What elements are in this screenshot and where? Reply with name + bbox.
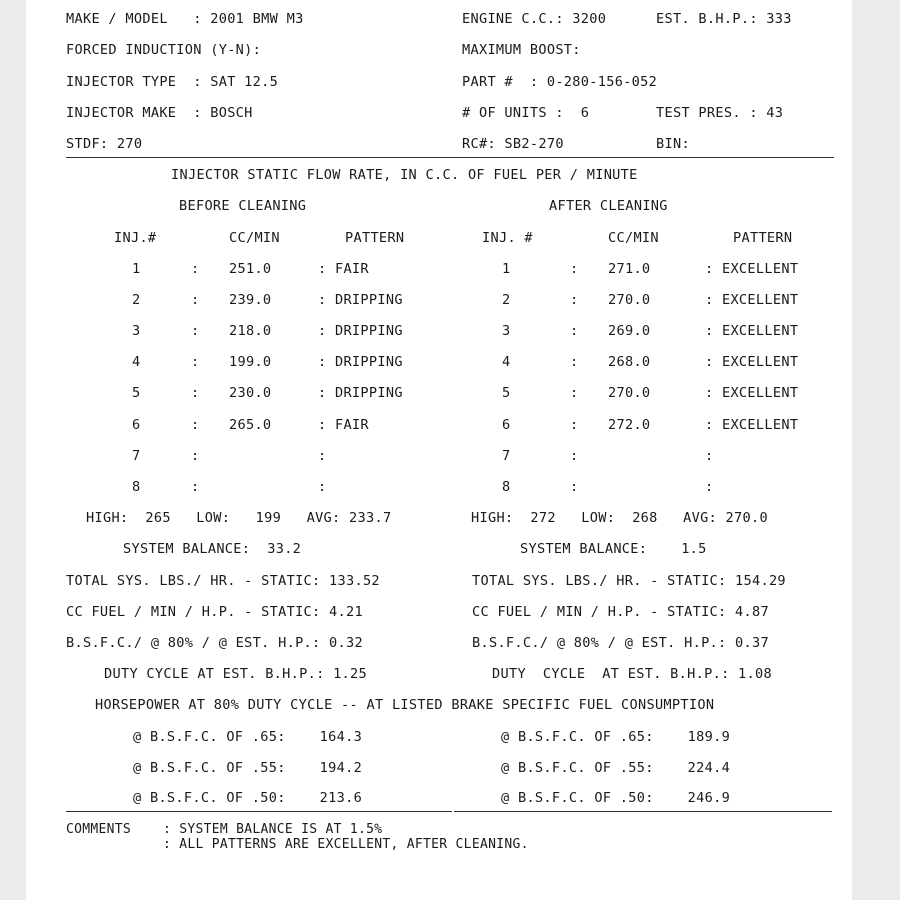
injector-type: INJECTOR TYPE : SAT 12.5	[66, 74, 279, 90]
after-bottom-divider	[454, 811, 832, 812]
bin: BIN:	[656, 136, 690, 152]
cc-value: 230.0	[229, 385, 272, 401]
after-col-inj: INJ. #	[482, 230, 533, 246]
before-total-lbs: TOTAL SYS. LBS./ HR. - STATIC: 133.52	[66, 573, 380, 589]
make-model: MAKE / MODEL : 2001 BMW M3	[66, 11, 304, 27]
before-duty-cycle: DUTY CYCLE AT EST. B.H.P.: 1.25	[104, 666, 368, 682]
separator-colon: :	[570, 385, 579, 401]
separator-colon: :	[191, 261, 200, 277]
after-bsfc-55: @ B.S.F.C. OF .55: 224.4	[501, 760, 731, 776]
cc-value: 199.0	[229, 354, 272, 370]
injector-make: INJECTOR MAKE : BOSCH	[66, 105, 253, 121]
after-cleaning-heading: AFTER CLEANING	[549, 198, 668, 214]
pattern-value: : DRIPPING	[318, 292, 403, 308]
pattern-value: : DRIPPING	[318, 323, 403, 339]
separator-colon: :	[570, 417, 579, 433]
after-bsfc-65: @ B.S.F.C. OF .65: 189.9	[501, 729, 731, 745]
rc-number: RC#: SB2-270	[462, 136, 564, 152]
est-bhp: EST. B.H.P.: 333	[656, 11, 792, 27]
before-bsfc: B.S.F.C./ @ 80% / @ EST. H.P.: 0.32	[66, 635, 363, 651]
cc-value: 251.0	[229, 261, 272, 277]
inj-number: 7	[502, 448, 511, 464]
inj-number: 1	[132, 261, 141, 277]
after-stats: HIGH: 272 LOW: 268 AVG: 270.0	[471, 510, 768, 526]
after-col-cc: CC/MIN	[608, 230, 659, 246]
pattern-value: :	[318, 479, 327, 495]
pattern-value: :	[705, 448, 714, 464]
before-cc-per-hp: CC FUEL / MIN / H.P. - STATIC: 4.21	[66, 604, 363, 620]
separator-colon: :	[191, 417, 200, 433]
separator-colon: :	[570, 448, 579, 464]
pattern-value: :	[318, 448, 327, 464]
after-system-balance: SYSTEM BALANCE: 1.5	[520, 541, 707, 557]
pattern-value: : EXCELLENT	[705, 323, 799, 339]
after-col-pattern: PATTERN	[733, 230, 793, 246]
inj-number: 4	[502, 354, 511, 370]
inj-number: 6	[502, 417, 511, 433]
pattern-value: : EXCELLENT	[705, 261, 799, 277]
pattern-value: : EXCELLENT	[705, 417, 799, 433]
cc-value: 272.0	[608, 417, 651, 433]
before-system-balance: SYSTEM BALANCE: 33.2	[123, 541, 302, 557]
inj-number: 2	[502, 292, 511, 308]
cc-value: 268.0	[608, 354, 651, 370]
separator-colon: :	[191, 448, 200, 464]
after-cc-per-hp: CC FUEL / MIN / H.P. - STATIC: 4.87	[472, 604, 769, 620]
before-cleaning-heading: BEFORE CLEANING	[179, 198, 307, 214]
inj-number: 2	[132, 292, 141, 308]
pattern-value: : FAIR	[318, 417, 369, 433]
inj-number: 3	[502, 323, 511, 339]
cc-value: 218.0	[229, 323, 272, 339]
before-bsfc-55: @ B.S.F.C. OF .55: 194.2	[133, 760, 363, 776]
flow-test-report-sheet	[26, 0, 852, 900]
header-divider	[66, 157, 834, 158]
inj-number: 8	[132, 479, 141, 495]
stdf: STDF: 270	[66, 136, 143, 152]
number-of-units: # OF UNITS : 6	[462, 105, 590, 121]
test-pressure: TEST PRES. : 43	[656, 105, 784, 121]
pattern-value: : DRIPPING	[318, 354, 403, 370]
pattern-value: : FAIR	[318, 261, 369, 277]
cc-value: 270.0	[608, 385, 651, 401]
pattern-value: : EXCELLENT	[705, 385, 799, 401]
before-stats: HIGH: 265 LOW: 199 AVG: 233.7	[86, 510, 392, 526]
after-bsfc-50: @ B.S.F.C. OF .50: 246.9	[501, 790, 731, 806]
separator-colon: :	[191, 479, 200, 495]
inj-number: 5	[132, 385, 141, 401]
pattern-value: : DRIPPING	[318, 385, 403, 401]
separator-colon: :	[570, 261, 579, 277]
separator-colon: :	[191, 354, 200, 370]
after-total-lbs: TOTAL SYS. LBS./ HR. - STATIC: 154.29	[472, 573, 786, 589]
inj-number: 4	[132, 354, 141, 370]
separator-colon: :	[570, 354, 579, 370]
comment-line-1: : SYSTEM BALANCE IS AT 1.5%	[163, 822, 383, 837]
cc-value: 271.0	[608, 261, 651, 277]
engine-cc: ENGINE C.C.: 3200	[462, 11, 607, 27]
report-title: INJECTOR STATIC FLOW RATE, IN C.C. OF FUEL PER / MINUTE	[171, 167, 638, 183]
after-bsfc: B.S.F.C./ @ 80% / @ EST. H.P.: 0.37	[472, 635, 769, 651]
pattern-value: :	[705, 479, 714, 495]
part-number: PART # : 0-280-156-052	[462, 74, 658, 90]
forced-induction: FORCED INDUCTION (Y-N):	[66, 42, 262, 58]
inj-number: 6	[132, 417, 141, 433]
inj-number: 5	[502, 385, 511, 401]
separator-colon: :	[191, 385, 200, 401]
inj-number: 8	[502, 479, 511, 495]
separator-colon: :	[570, 323, 579, 339]
separator-colon: :	[191, 323, 200, 339]
pattern-value: : EXCELLENT	[705, 292, 799, 308]
before-col-pattern: PATTERN	[345, 230, 405, 246]
before-bsfc-50: @ B.S.F.C. OF .50: 213.6	[133, 790, 363, 806]
comments-label: COMMENTS	[66, 822, 132, 837]
cc-value: 270.0	[608, 292, 651, 308]
before-col-inj: INJ.#	[114, 230, 157, 246]
before-col-cc: CC/MIN	[229, 230, 280, 246]
horsepower-title: HORSEPOWER AT 80% DUTY CYCLE -- AT LISTED BRAKE SPECIFIC FUEL CONSUMPTION	[95, 697, 715, 713]
separator-colon: :	[191, 292, 200, 308]
comment-line-2: : ALL PATTERNS ARE EXCELLENT, AFTER CLEANING.	[163, 837, 529, 852]
cc-value: 265.0	[229, 417, 272, 433]
separator-colon: :	[570, 292, 579, 308]
inj-number: 3	[132, 323, 141, 339]
pattern-value: : EXCELLENT	[705, 354, 799, 370]
inj-number: 1	[502, 261, 511, 277]
after-duty-cycle: DUTY CYCLE AT EST. B.H.P.: 1.08	[492, 666, 772, 682]
cc-value: 239.0	[229, 292, 272, 308]
inj-number: 7	[132, 448, 141, 464]
cc-value: 269.0	[608, 323, 651, 339]
separator-colon: :	[570, 479, 579, 495]
before-bottom-divider	[66, 811, 452, 812]
before-bsfc-65: @ B.S.F.C. OF .65: 164.3	[133, 729, 363, 745]
maximum-boost: MAXIMUM BOOST:	[462, 42, 581, 58]
